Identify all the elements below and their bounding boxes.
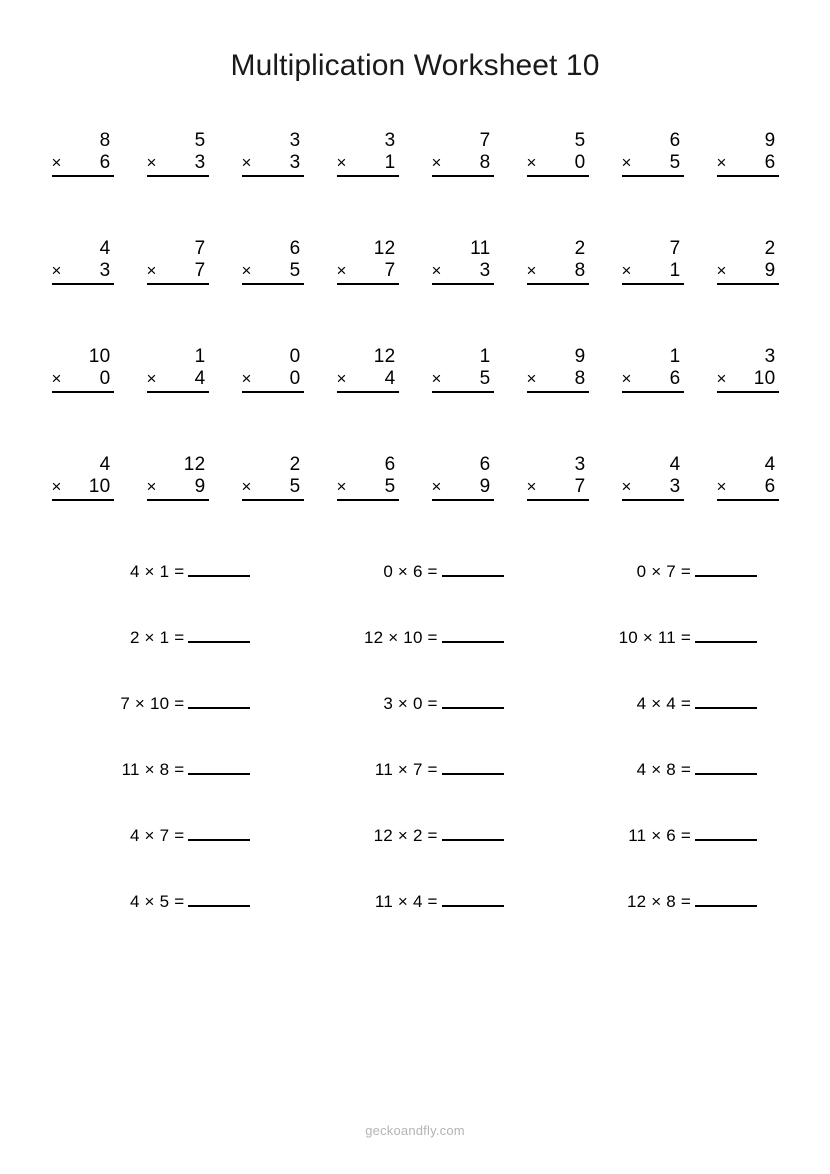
vertical-problem-body: [242, 454, 304, 501]
multiplicand: 9: [574, 346, 586, 367]
multiply-operator-icon: ×: [621, 477, 632, 496]
multiplier: 0: [574, 152, 586, 173]
answer-blank[interactable]: [188, 822, 250, 841]
multiply-operator-icon: ×: [241, 477, 252, 496]
vertical-problem-body: [717, 346, 779, 393]
vertical-problem: [130, 454, 225, 501]
multiply-operator-icon: ×: [431, 369, 442, 388]
vertical-problem: [320, 130, 415, 177]
vertical-problem: [225, 454, 320, 501]
expression: 11 × 8 =: [121, 760, 185, 779]
vertical-problem-body: [52, 130, 114, 177]
multiplier-line: [622, 368, 684, 393]
multiplier: 9: [764, 260, 776, 281]
vertical-problem-body: [717, 130, 779, 177]
horizontal-problem-body: [637, 690, 757, 715]
answer-blank[interactable]: [442, 558, 504, 577]
multiplier: 0: [289, 368, 301, 389]
multiply-operator-icon: ×: [146, 477, 157, 496]
multiplicand: 5: [194, 130, 206, 151]
vertical-problem-body: [337, 454, 399, 501]
horizontal-problem-body: [364, 624, 504, 649]
horizontal-problem: [288, 888, 541, 913]
vertical-problem-body: [622, 130, 684, 177]
multiplicand: 3: [384, 130, 396, 151]
horizontal-problem: [288, 822, 541, 847]
multiply-operator-icon: ×: [431, 261, 442, 280]
horizontal-problems-grid: [35, 501, 795, 913]
vertical-problem: [605, 130, 700, 177]
multiply-operator-icon: ×: [336, 153, 347, 172]
multiplicand: 9: [764, 130, 776, 151]
expression: 12 × 2 =: [373, 826, 438, 845]
multiplicand: 7: [669, 238, 681, 259]
multiplier: 8: [479, 152, 491, 173]
multiplier-line: [717, 260, 779, 285]
vertical-problem-body: [622, 454, 684, 501]
multiplicand: 7: [194, 238, 206, 259]
multiplicand: 5: [574, 130, 586, 151]
vertical-problem: [320, 454, 415, 501]
horizontal-problem-body: [374, 822, 504, 847]
multiplicand: 3: [289, 130, 301, 151]
multiplier-line: [242, 476, 304, 501]
answer-blank[interactable]: [695, 624, 757, 643]
answer-blank[interactable]: [442, 624, 504, 643]
vertical-problem: [605, 346, 700, 393]
vertical-problem-body: [52, 454, 114, 501]
multiplier: 9: [479, 476, 491, 497]
vertical-problem-body: [527, 130, 589, 177]
vertical-problem-body: [527, 346, 589, 393]
expression: 10 × 11 =: [618, 628, 691, 647]
vertical-problem-body: [52, 346, 114, 393]
multiplier: 3: [99, 260, 111, 281]
multiplicand: 12: [183, 454, 206, 475]
expression: 7 × 10 =: [120, 694, 185, 713]
horizontal-problem: [288, 558, 541, 583]
multiplier-line: [622, 260, 684, 285]
multiplier: 10: [88, 476, 111, 497]
multiplier: 6: [764, 152, 776, 173]
expression: 4 × 8 =: [636, 760, 691, 779]
answer-blank[interactable]: [188, 888, 250, 907]
multiply-operator-icon: ×: [241, 369, 252, 388]
vertical-problem: [225, 238, 320, 285]
vertical-problem-body: [242, 238, 304, 285]
expression: 12 × 10 =: [364, 628, 438, 647]
expression: 4 × 1 =: [129, 562, 185, 581]
multiplier-line: [337, 152, 399, 177]
multiplier: 10: [753, 368, 776, 389]
multiplier-line: [622, 476, 684, 501]
multiplier: 3: [669, 476, 681, 497]
vertical-problem: [415, 130, 510, 177]
multiplier-line: [147, 260, 209, 285]
multiplier: 5: [479, 368, 491, 389]
horizontal-problem-body: [375, 888, 504, 913]
vertical-problem: [700, 130, 795, 177]
vertical-problem-body: [432, 454, 494, 501]
vertical-problem-body: [622, 346, 684, 393]
expression: 4 × 5 =: [129, 892, 185, 911]
horizontal-problem-body: [637, 558, 757, 583]
multiplicand: 4: [99, 454, 111, 475]
vertical-problem: [35, 454, 130, 501]
answer-blank[interactable]: [442, 690, 504, 709]
page-title: Multiplication Worksheet 10: [230, 49, 600, 82]
vertical-problem: [605, 454, 700, 501]
vertical-problem: [35, 346, 130, 393]
horizontal-problem-body: [619, 624, 757, 649]
vertical-problem: [320, 238, 415, 285]
answer-blank[interactable]: [442, 822, 504, 841]
multiplicand: 6: [479, 454, 491, 475]
multiply-operator-icon: ×: [336, 261, 347, 280]
multiply-operator-icon: ×: [336, 477, 347, 496]
horizontal-problem: [542, 888, 795, 913]
multiplier: 3: [479, 260, 491, 281]
horizontal-problem: [542, 756, 795, 781]
multiply-operator-icon: ×: [241, 261, 252, 280]
multiplier-line: [147, 368, 209, 393]
answer-blank[interactable]: [695, 690, 757, 709]
multiplicand: 4: [764, 454, 776, 475]
vertical-problem: [35, 238, 130, 285]
vertical-problem-body: [147, 130, 209, 177]
vertical-problem: [130, 238, 225, 285]
multiplier: 4: [384, 368, 396, 389]
multiply-operator-icon: ×: [431, 153, 442, 172]
multiply-operator-icon: ×: [716, 477, 727, 496]
multiply-operator-icon: ×: [526, 477, 537, 496]
vertical-problem: [225, 130, 320, 177]
vertical-problem-body: [242, 130, 304, 177]
multiplicand: 1: [194, 346, 206, 367]
multiply-operator-icon: ×: [621, 261, 632, 280]
horizontal-problem-body: [627, 888, 757, 913]
multiplier-line: [717, 368, 779, 393]
horizontal-problem: [542, 822, 795, 847]
vertical-problem-body: [432, 238, 494, 285]
multiplier-line: [432, 152, 494, 177]
multiplicand: 2: [574, 238, 586, 259]
multiply-operator-icon: ×: [621, 369, 632, 388]
multiplier: 7: [384, 260, 396, 281]
multiplicand: 4: [669, 454, 681, 475]
multiplier: 6: [764, 476, 776, 497]
multiplier: 7: [574, 476, 586, 497]
multiplier: 6: [99, 152, 111, 173]
horizontal-problem: [35, 756, 288, 781]
multiply-operator-icon: ×: [526, 369, 537, 388]
multiplicand: 11: [470, 238, 491, 259]
horizontal-problem-body: [383, 558, 503, 583]
multiplier-line: [432, 476, 494, 501]
vertical-problem: [700, 454, 795, 501]
vertical-problem-body: [337, 238, 399, 285]
multiplier: 9: [194, 476, 206, 497]
multiply-operator-icon: ×: [716, 153, 727, 172]
expression: 11 × 6 =: [628, 826, 691, 845]
expression: 11 × 7 =: [374, 760, 438, 779]
vertical-problem: [700, 238, 795, 285]
multiply-operator-icon: ×: [241, 153, 252, 172]
multiplicand: 7: [479, 130, 491, 151]
horizontal-problem-body: [130, 822, 250, 847]
expression: 12 × 8 =: [626, 892, 691, 911]
multiplier-line: [52, 368, 114, 393]
vertical-problem: [130, 346, 225, 393]
multiplier-line: [717, 476, 779, 501]
answer-blank[interactable]: [695, 888, 757, 907]
multiply-operator-icon: ×: [336, 369, 347, 388]
multiplier: 6: [669, 368, 681, 389]
vertical-problem: [130, 130, 225, 177]
horizontal-problem: [542, 558, 795, 583]
multiplier: 4: [194, 368, 206, 389]
multiplier-line: [52, 152, 114, 177]
horizontal-problem: [288, 690, 541, 715]
answer-blank[interactable]: [695, 756, 757, 775]
multiplier-line: [717, 152, 779, 177]
multiply-operator-icon: ×: [431, 477, 442, 496]
vertical-problem: [510, 238, 605, 285]
multiplier-line: [527, 152, 589, 177]
vertical-problem-body: [337, 346, 399, 393]
multiplier-line: [242, 260, 304, 285]
vertical-problem-body: [147, 346, 209, 393]
multiplier-line: [147, 476, 209, 501]
multiplicand: 12: [373, 346, 396, 367]
answer-blank[interactable]: [188, 624, 250, 643]
vertical-problem: [415, 346, 510, 393]
multiply-operator-icon: ×: [146, 369, 157, 388]
multiplicand: 6: [384, 454, 396, 475]
multiplier-line: [432, 368, 494, 393]
horizontal-problem-body: [122, 756, 251, 781]
multiplier-line: [622, 152, 684, 177]
horizontal-problem: [288, 624, 541, 649]
multiplier: 5: [384, 476, 396, 497]
multiplier: 7: [194, 260, 206, 281]
multiplicand: 10: [88, 346, 111, 367]
expression: 2 × 1 =: [129, 628, 185, 647]
multiplier: 0: [99, 368, 111, 389]
multiplier-line: [527, 368, 589, 393]
expression: 11 × 4 =: [374, 892, 438, 911]
multiplicand: 1: [669, 346, 681, 367]
multiplier-line: [527, 260, 589, 285]
horizontal-problem: [288, 756, 541, 781]
vertical-problem-body: [527, 454, 589, 501]
footer-watermark: geckoandfly.com: [365, 1123, 465, 1138]
horizontal-problem-body: [383, 690, 503, 715]
multiplier-line: [432, 260, 494, 285]
answer-blank[interactable]: [188, 756, 250, 775]
expression: 4 × 4 =: [636, 694, 691, 713]
vertical-problem-body: [432, 130, 494, 177]
vertical-problem: [320, 346, 415, 393]
answer-blank[interactable]: [442, 756, 504, 775]
multiply-operator-icon: ×: [51, 261, 62, 280]
vertical-problem-body: [52, 238, 114, 285]
multiplicand: 6: [289, 238, 301, 259]
multiplicand: 2: [764, 238, 776, 259]
multiplicand: 0: [289, 346, 301, 367]
answer-blank[interactable]: [695, 822, 757, 841]
horizontal-problem-body: [130, 624, 250, 649]
expression: 3 × 0 =: [383, 694, 438, 713]
multiply-operator-icon: ×: [51, 477, 62, 496]
horizontal-problem-body: [628, 822, 757, 847]
vertical-problem: [415, 238, 510, 285]
vertical-problem-body: [622, 238, 684, 285]
vertical-problem: [700, 346, 795, 393]
answer-blank[interactable]: [695, 558, 757, 577]
horizontal-problem: [35, 558, 288, 583]
horizontal-problem-body: [637, 756, 757, 781]
vertical-problem: [605, 238, 700, 285]
multiplicand: 4: [99, 238, 111, 259]
multiply-operator-icon: ×: [146, 261, 157, 280]
horizontal-problem-body: [120, 690, 250, 715]
multiplicand: 6: [669, 130, 681, 151]
horizontal-problem: [35, 624, 288, 649]
multiplicand: 3: [764, 346, 776, 367]
vertical-problems-grid: [35, 84, 795, 501]
multiplier: 5: [289, 260, 301, 281]
horizontal-problem: [35, 822, 288, 847]
multiply-operator-icon: ×: [146, 153, 157, 172]
vertical-problem-body: [147, 238, 209, 285]
answer-blank[interactable]: [188, 558, 250, 577]
multiply-operator-icon: ×: [526, 261, 537, 280]
multiplier-line: [337, 368, 399, 393]
multiplier-line: [52, 476, 114, 501]
horizontal-problem: [35, 690, 288, 715]
multiplier: 8: [574, 260, 586, 281]
multiplier-line: [242, 152, 304, 177]
multiplier-line: [337, 260, 399, 285]
multiplicand: 12: [373, 238, 396, 259]
vertical-problem: [510, 130, 605, 177]
vertical-problem-body: [717, 238, 779, 285]
vertical-problem: [35, 130, 130, 177]
multiplicand: 8: [99, 130, 111, 151]
multiplier-line: [242, 368, 304, 393]
vertical-problem-body: [337, 130, 399, 177]
multiply-operator-icon: ×: [51, 153, 62, 172]
multiply-operator-icon: ×: [716, 369, 727, 388]
multiply-operator-icon: ×: [526, 153, 537, 172]
expression: 0 × 7 =: [636, 562, 691, 581]
multiply-operator-icon: ×: [621, 153, 632, 172]
multiplier-line: [337, 476, 399, 501]
multiplier: 3: [289, 152, 301, 173]
vertical-problem: [225, 346, 320, 393]
horizontal-problem: [35, 888, 288, 913]
multiplier: 1: [384, 152, 396, 173]
multiplier-line: [147, 152, 209, 177]
answer-blank[interactable]: [442, 888, 504, 907]
horizontal-problem: [542, 690, 795, 715]
vertical-problem: [510, 346, 605, 393]
multiplier-line: [527, 476, 589, 501]
vertical-problem-body: [717, 454, 779, 501]
horizontal-problem-body: [130, 558, 250, 583]
multiply-operator-icon: ×: [716, 261, 727, 280]
horizontal-problem-body: [130, 888, 250, 913]
multiply-operator-icon: ×: [51, 369, 62, 388]
multiplier: 5: [289, 476, 301, 497]
multiplicand: 1: [479, 346, 491, 367]
multiplier: 3: [194, 152, 206, 173]
vertical-problem-body: [242, 346, 304, 393]
multiplicand: 3: [574, 454, 586, 475]
answer-blank[interactable]: [188, 690, 250, 709]
horizontal-problem: [542, 624, 795, 649]
vertical-problem-body: [527, 238, 589, 285]
expression: 0 × 6 =: [383, 562, 438, 581]
vertical-problem: [415, 454, 510, 501]
vertical-problem-body: [432, 346, 494, 393]
multiplier: 1: [669, 260, 681, 281]
multiplier: 5: [669, 152, 681, 173]
vertical-problem: [510, 454, 605, 501]
horizontal-problem-body: [375, 756, 504, 781]
multiplier: 8: [574, 368, 586, 389]
multiplier-line: [52, 260, 114, 285]
multiplicand: 2: [289, 454, 301, 475]
vertical-problem-body: [147, 454, 209, 501]
expression: 4 × 7 =: [129, 826, 185, 845]
